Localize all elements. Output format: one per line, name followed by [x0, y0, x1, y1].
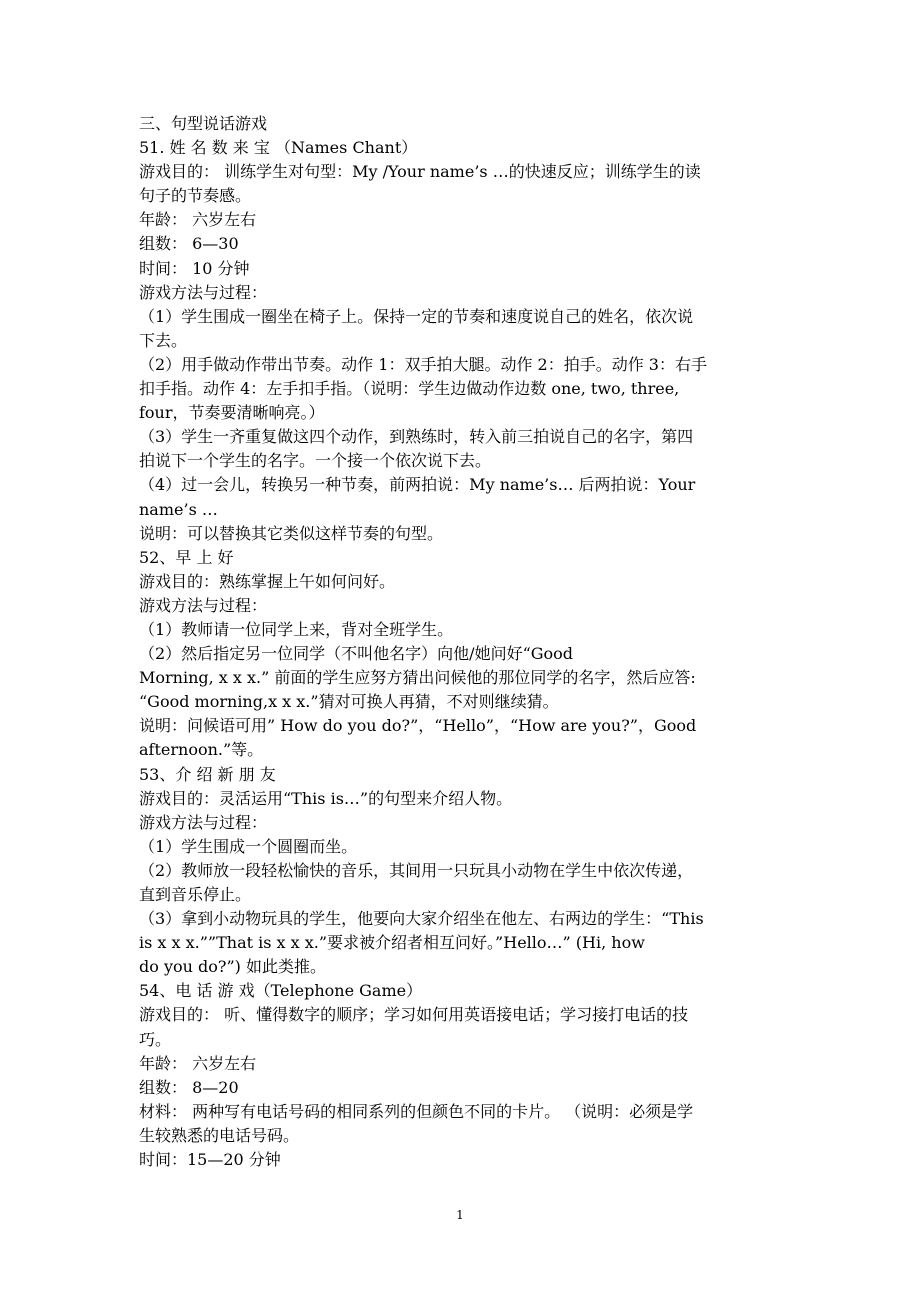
- text-line: do you do?”) 如此类推。: [139, 957, 326, 977]
- text-line: （4）过一会儿，转换另一种节奏，前两拍说：My name’s… 后两拍说：Your: [139, 475, 696, 495]
- text-line: “Good morning,x x x.”猜对可换人再猜，不对则继续猜。: [139, 692, 559, 712]
- text-line: 生较熟悉的电话号码。: [139, 1125, 300, 1145]
- text-line: 说明：可以替换其它类似这样节奏的句型。: [139, 523, 444, 543]
- text-line: （3）拿到小动物玩具的学生，他要向大家介绍坐在他左、右两边的学生：“This: [139, 909, 704, 929]
- game-title: 54、电 话 游 戏（Telephone Game）: [139, 981, 423, 1001]
- text-line: 说明：问候语可用” How do you do?”，“Hello”，“How are you?”，Good: [139, 716, 697, 736]
- text-line: （1）学生围成一个圆圈而坐。: [139, 836, 358, 856]
- text-line: （2）然后指定另一位同学（不叫他名字）向他/她问好“Good: [139, 644, 574, 664]
- text-line: is x x x.””That is x x x.”要求被介绍者相互问好。”Hello…” (Hi, how: [139, 933, 645, 953]
- text-line: four，节奏要清晰响亮。）: [139, 403, 325, 423]
- text-line: 扣手指。动作 4：左手扣手指。（说明：学生边做动作边数 one, two, three,: [139, 379, 680, 399]
- text-line: 材料： 两种写有电话号码的相同系列的但颜色不同的卡片。 （说明：必须是学: [139, 1101, 694, 1121]
- document-body: [139, 112, 799, 1172]
- text-line: 游戏目的：灵活运用“This is…”的句型来介绍人物。: [139, 788, 513, 808]
- game-title: 51. 姓 名 数 来 宝 （Names Chant）: [139, 138, 418, 158]
- text-line: 年龄： 六岁左右: [139, 210, 257, 230]
- text-line: afternoon.”等。: [139, 740, 264, 760]
- text-line: 组数： 6—30: [139, 234, 239, 254]
- text-line: 年龄： 六岁左右: [139, 1053, 257, 1073]
- text-line: 游戏方法与过程：: [139, 282, 268, 302]
- text-line: 下去。: [139, 330, 188, 350]
- text-line: 巧。: [139, 1029, 172, 1049]
- text-line: 直到音乐停止。: [139, 885, 252, 904]
- text-line: 时间：15—20 分钟: [139, 1150, 281, 1170]
- game-title: 53、介 绍 新 朋 友: [139, 764, 276, 784]
- text-line: name’s …: [139, 499, 218, 519]
- text-line: 拍说下一个学生的名字。一个接一个依次说下去。: [139, 451, 492, 471]
- text-line: 句子的节奏感。: [139, 186, 252, 206]
- text-line: 游戏目的： 训练学生对句型：My /Your name’s …的快速反应；训练学生的读: [139, 162, 701, 182]
- text-line: 游戏目的：熟练掌握上午如何问好。: [139, 571, 396, 591]
- text-line: （2）教师放一段轻松愉快的音乐，其间用一只玩具小动物在学生中依次传递，: [139, 860, 694, 880]
- text-line: （1）教师请一位同学上来，背对全班学生。: [139, 619, 454, 639]
- text-line: （1）学生围成一圈坐在椅子上。保持一定的节奏和速度说自己的姓名，依次说: [139, 306, 694, 326]
- text-line: Morning, x x x.” 前面的学生应努方猜出问候他的那位同学的名字，然后应答:: [139, 668, 696, 688]
- text-line: 游戏方法与过程：: [139, 812, 268, 832]
- text-line: 游戏方法与过程：: [139, 595, 268, 615]
- text-line: 组数： 8—20: [139, 1077, 239, 1097]
- text-line: （3）学生一齐重复做这四个动作，到熟练时，转入前三拍说自己的名字，第四: [139, 427, 694, 447]
- text-line: 游戏目的： 听、懂得数字的顺序；学习如何用英语接电话；学习接打电话的技: [139, 1005, 689, 1025]
- game-title: 52、早 上 好: [139, 547, 234, 567]
- section-heading: 三、句型说话游戏: [139, 114, 268, 133]
- page-number: 1: [456, 1208, 464, 1222]
- text-line: 时间： 10 分钟: [139, 258, 250, 278]
- text-line: （2）用手做动作带出节奏。动作 1：双手拍大腿。动作 2：拍手。动作 3：右手: [139, 354, 707, 374]
